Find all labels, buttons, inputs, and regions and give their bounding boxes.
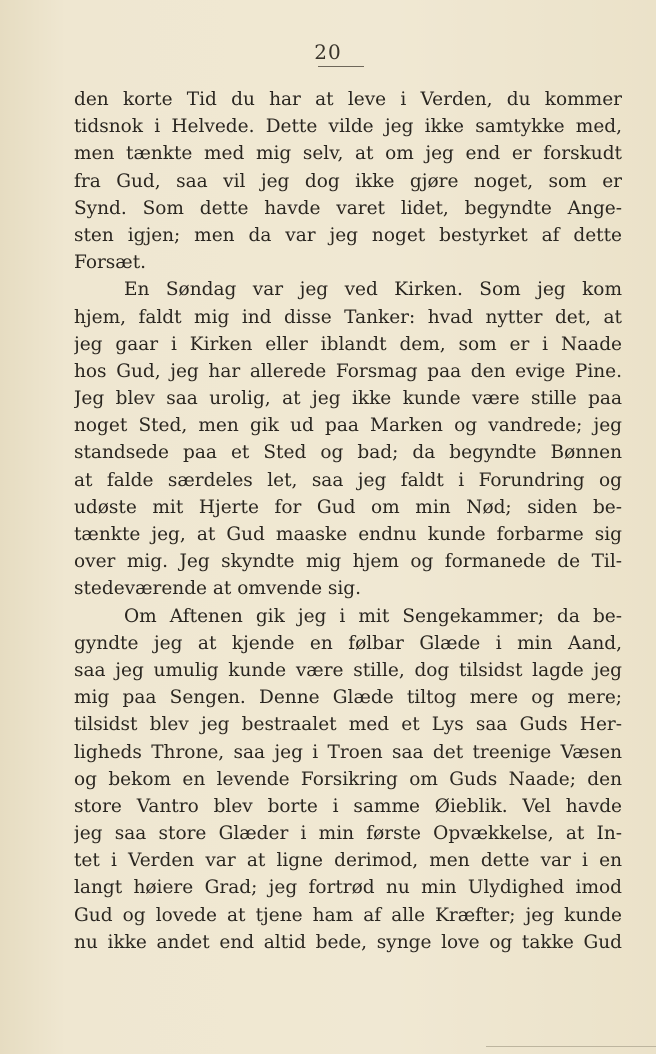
text-line: noget Sted, men gik ud paa Marken og vandrede; jeg xyxy=(74,415,622,437)
text-line: nu ikke andet end altid bede, synge love og takke Gud xyxy=(74,931,622,953)
text-line: fra Gud, saa vil jeg dog ikke gjøre noget, som er xyxy=(74,170,622,192)
text-line: og bekom en levende Forsikring om Guds Naade; den xyxy=(74,768,622,790)
text-line: store Vantro blev borte i samme Øieblik. Vel havde xyxy=(74,795,622,817)
page-number: 20 xyxy=(314,40,342,64)
text-line: at falde særdeles let, saa jeg faldt i Forundring og xyxy=(74,469,622,491)
text-line: over mig. Jeg skyndte mig hjem og formanede de Til- xyxy=(74,551,622,573)
page-number-rule xyxy=(318,66,364,67)
text-line: Synd. Som dette havde varet lidet, begyndte Ange- xyxy=(74,197,622,219)
text-line: Forsæt. xyxy=(74,252,147,274)
text-line: hos Gud, jeg har allerede Forsmag paa den evige Pine. xyxy=(74,360,622,382)
text-line: men tænkte med mig selv, at om jeg end er forskudt xyxy=(74,143,622,165)
text-line: mig paa Sengen. Denne Glæde tiltog mere og mere; xyxy=(74,687,622,709)
text-line: saa jeg umulig kunde være stille, dog tilsidst lagde jeg xyxy=(74,659,622,681)
text-line: sten igjen; men da var jeg noget bestyrket af dette xyxy=(74,224,622,246)
text-line: Jeg blev saa urolig, at jeg ikke kunde være stille paa xyxy=(74,388,622,410)
text-line: stedeværende at omvende sig. xyxy=(74,578,362,600)
text-line: jeg saa store Glæder i min første Opvækkelse, at In- xyxy=(74,823,622,845)
text-line: udøste mit Hjerte for Gud om min Nød; siden be- xyxy=(74,496,622,518)
text-line: den korte Tid du har at leve i Verden, du kommer xyxy=(74,89,622,110)
body-text xyxy=(74,86,622,956)
text-line: Gud og lovede at tjene ham af alle Kræfter; jeg kunde xyxy=(74,904,622,926)
page-edge-line xyxy=(486,1046,656,1047)
text-line: jeg gaar i Kirken eller iblandt dem, som er i Naade xyxy=(74,333,622,355)
text-line: tilsidst blev jeg bestraalet med et Lys saa Guds Her- xyxy=(74,714,622,736)
text-line: standsede paa et Sted og bad; da begyndte Bønnen xyxy=(74,442,622,464)
text-line: tidsnok i Helvede. Dette vilde jeg ikke samtykke med, xyxy=(74,116,622,138)
text-line: hjem, faldt mig ind disse Tanker: hvad nytter det, at xyxy=(74,306,622,328)
text-line: Om Aftenen gik jeg i mit Sengekammer; da be- xyxy=(124,605,622,627)
text-line: tænkte jeg, at Gud maaske endnu kunde forbarme sig xyxy=(74,524,622,545)
text-line: tet i Verden var at ligne derimod, men dette var i en xyxy=(74,850,622,872)
text-line: ligheds Throne, saa jeg i Troen saa det treenige Væsen xyxy=(74,741,622,763)
text-line: En Søndag var jeg ved Kirken. Som jeg kom xyxy=(124,279,622,301)
text-line: gyndte jeg at kjende en følbar Glæde i min Aand, xyxy=(74,632,622,654)
text-line: langt høiere Grad; jeg fortrød nu min Ulydighed imod xyxy=(74,877,622,899)
